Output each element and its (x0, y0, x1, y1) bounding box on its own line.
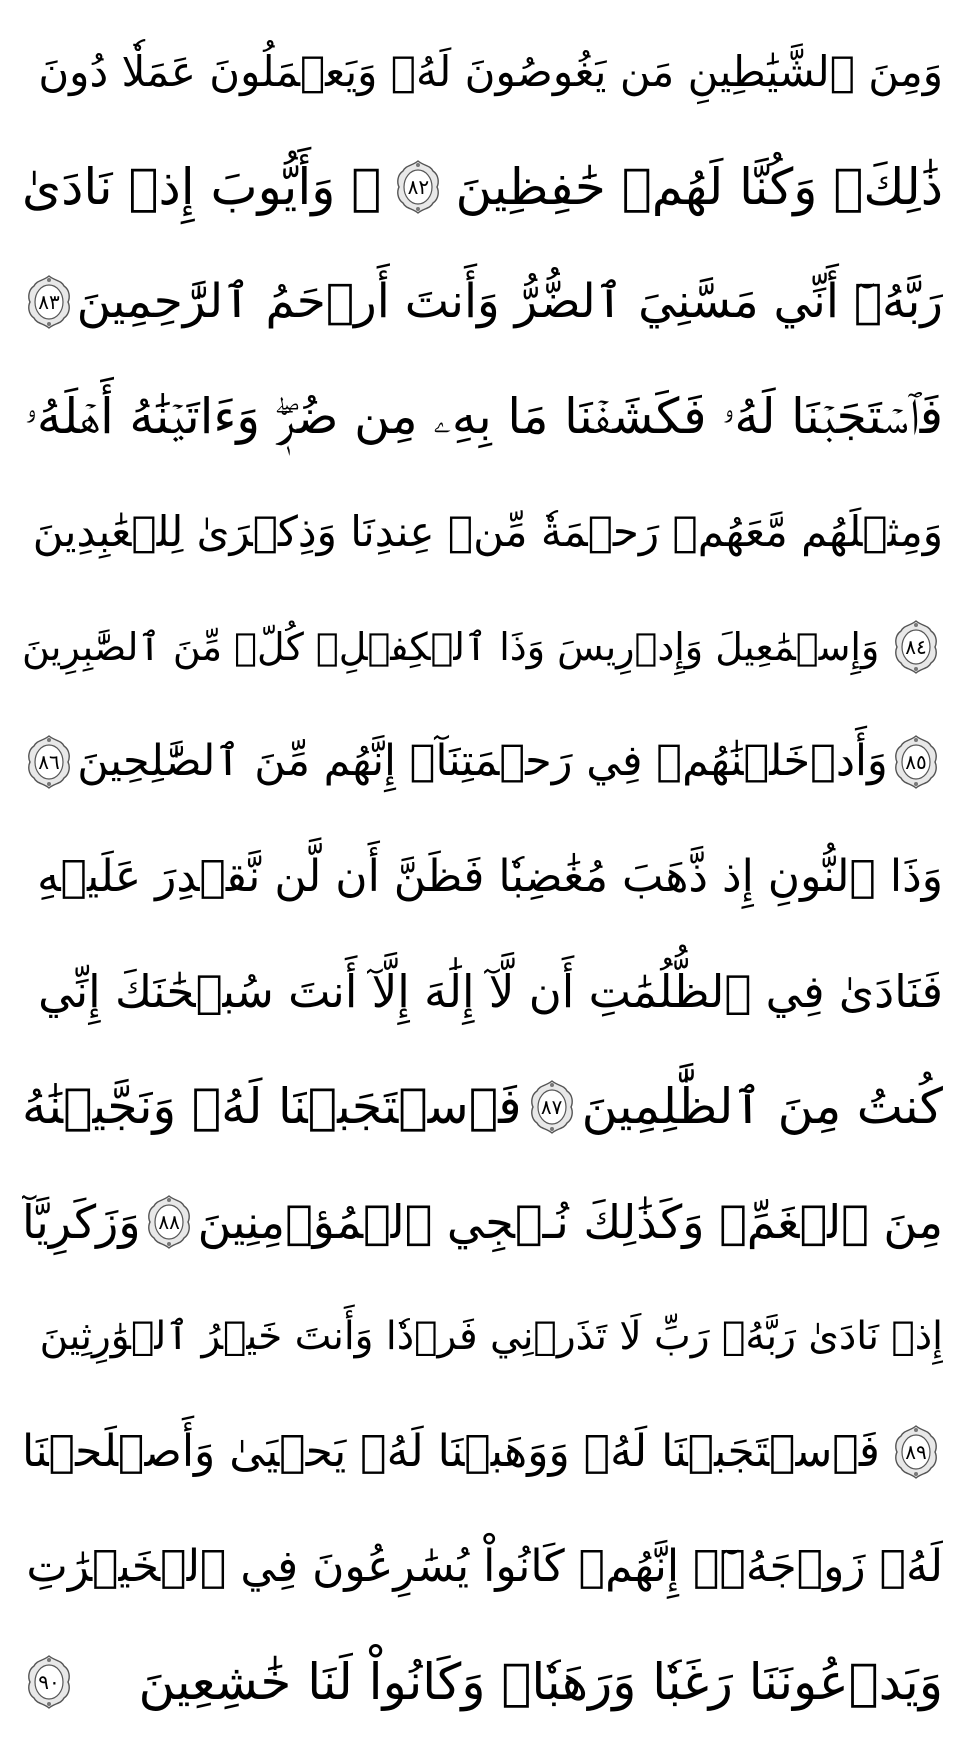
verse-text: وَمِنَ ٱلشَّيَٰطِينِ مَن يَغُوصُونَ لَهُۥ وَيَعۡمَلُونَ عَمَلٗا دُونَ (38, 46, 943, 96)
text-line (22, 1164, 943, 1279)
verse-text: وَزَكَرِيَّآ (22, 1194, 141, 1249)
ayah-number: ٨٨ (158, 1209, 180, 1234)
text-line (22, 1394, 943, 1509)
text-line (22, 589, 943, 704)
ayah-number-marker (146, 1194, 192, 1250)
ayah-number-marker (26, 274, 72, 330)
text-line (22, 129, 943, 244)
text-line (22, 819, 943, 934)
text-line (22, 704, 943, 819)
ayah-number-marker (893, 619, 939, 675)
ayah-number: ٨٦ (38, 749, 60, 774)
verse-text: مِنَ ٱلۡغَمِّۚ وَكَذَٰلِكَ نُـۨجِي ٱلۡمُؤۡمِنِينَ (197, 1194, 943, 1249)
ayah-number: ٨٥ (905, 749, 927, 774)
ayah-number: ٨٣ (38, 289, 60, 314)
text-line (22, 1624, 943, 1739)
verse-text: كُنتُ مِنَ ٱلظَّٰلِمِينَ (581, 1078, 943, 1135)
text-line (22, 474, 943, 589)
ayah-number-marker (529, 1079, 575, 1135)
ayah-number: ٨٤ (905, 634, 927, 659)
ayah-number-marker (26, 734, 72, 790)
text-line (22, 359, 943, 474)
quran-text-lines (22, 14, 943, 1739)
verse-text: إِذۡ نَادَىٰ رَبَّهُۥ رَبِّ لَا تَذَرۡنِي فَرۡدٗا وَأَنتَ خَيۡرُ ٱلۡوَٰرِثِينَ (39, 1314, 943, 1359)
text-line (22, 1509, 943, 1624)
ayah-number: ٨٧ (540, 1094, 563, 1119)
text-line (22, 1279, 943, 1394)
ayah-number-marker (395, 159, 441, 215)
verse-text: وَيَدۡعُونَنَا رَغَبٗا وَرَهَبٗاۖ وَكَانُواْ لَنَا خَٰشِعِينَ (138, 1652, 943, 1711)
ayah-number-marker (893, 1424, 939, 1480)
verse-text: فَٱسۡتَجَبۡنَا لَهُۥ وَنَجَّيۡنَٰهُ (22, 1078, 522, 1135)
ayah-number-marker (893, 734, 939, 790)
text-line (22, 14, 943, 129)
text-line (22, 244, 943, 359)
ayah-number: ٨٩ (905, 1439, 927, 1464)
verse-text: وَمِثۡلَهُم مَّعَهُمۡ رَحۡمَةٗ مِّنۡ عِندِنَا وَذِكۡرَىٰ لِلۡعَٰبِدِينَ (32, 506, 943, 556)
text-line (22, 1049, 943, 1164)
ayah-number: ٨٢ (407, 174, 430, 199)
ayah-number: ٩٠ (38, 1669, 60, 1694)
verse-text: ذَٰلِكَۖ وَكُنَّا لَهُمۡ حَٰفِظِينَ (455, 157, 943, 216)
verse-text: ۞ وَأَيُّوبَ إِذۡ نَادَىٰ (22, 157, 382, 216)
verse-text: فَٱسۡتَجَبۡنَا لَهُۥ فَكَشَفۡنَا مَا بِهِۦ مِن ضُرّٖۖ وَءَاتَيۡنَٰهُ أَهۡلَهُۥ (24, 388, 943, 445)
verse-text: وَذَا ٱلنُّونِ إِذ ذَّهَبَ مُغَٰضِبٗا فَظَنَّ أَن لَّن نَّقۡدِرَ عَلَيۡهِ (37, 850, 943, 902)
verse-text: وَإِسۡمَٰعِيلَ وَإِدۡرِيسَ وَذَا ٱلۡكِفۡلِۖ كُلّٞ مِّنَ ٱلصَّٰبِرِينَ (22, 624, 880, 669)
verse-text: لَهُۥ زَوۡجَهُۥٓۚ إِنَّهُمۡ كَانُواْ يُسَٰرِعُونَ فِي ٱلۡخَيۡرَٰتِ (26, 1540, 943, 1592)
verse-text: رَبَّهُۥٓ أَنِّي مَسَّنِيَ ٱلضُّرُّ وَأَنتَ أَرۡحَمُ ٱلرَّٰحِمِينَ (76, 274, 943, 329)
verse-text: وَأَدۡخَلۡنَٰهُمۡ فِي رَحۡمَتِنَآۖ إِنَّهُم مِّنَ ٱلصَّٰلِحِينَ (77, 736, 888, 786)
verse-text: فَٱسۡتَجَبۡنَا لَهُۥ وَوَهَبۡنَا لَهُۥ يَحۡيَىٰ وَأَصۡلَحۡنَا (22, 1425, 880, 1477)
ayah-number-marker (26, 1654, 72, 1710)
text-line (22, 934, 943, 1049)
verse-text: فَنَادَىٰ فِي ٱلظُّلُمَٰتِ أَن لَّآ إِلَٰهَ إِلَّآ أَنتَ سُبۡحَٰنَكَ إِنِّي (38, 965, 943, 1018)
